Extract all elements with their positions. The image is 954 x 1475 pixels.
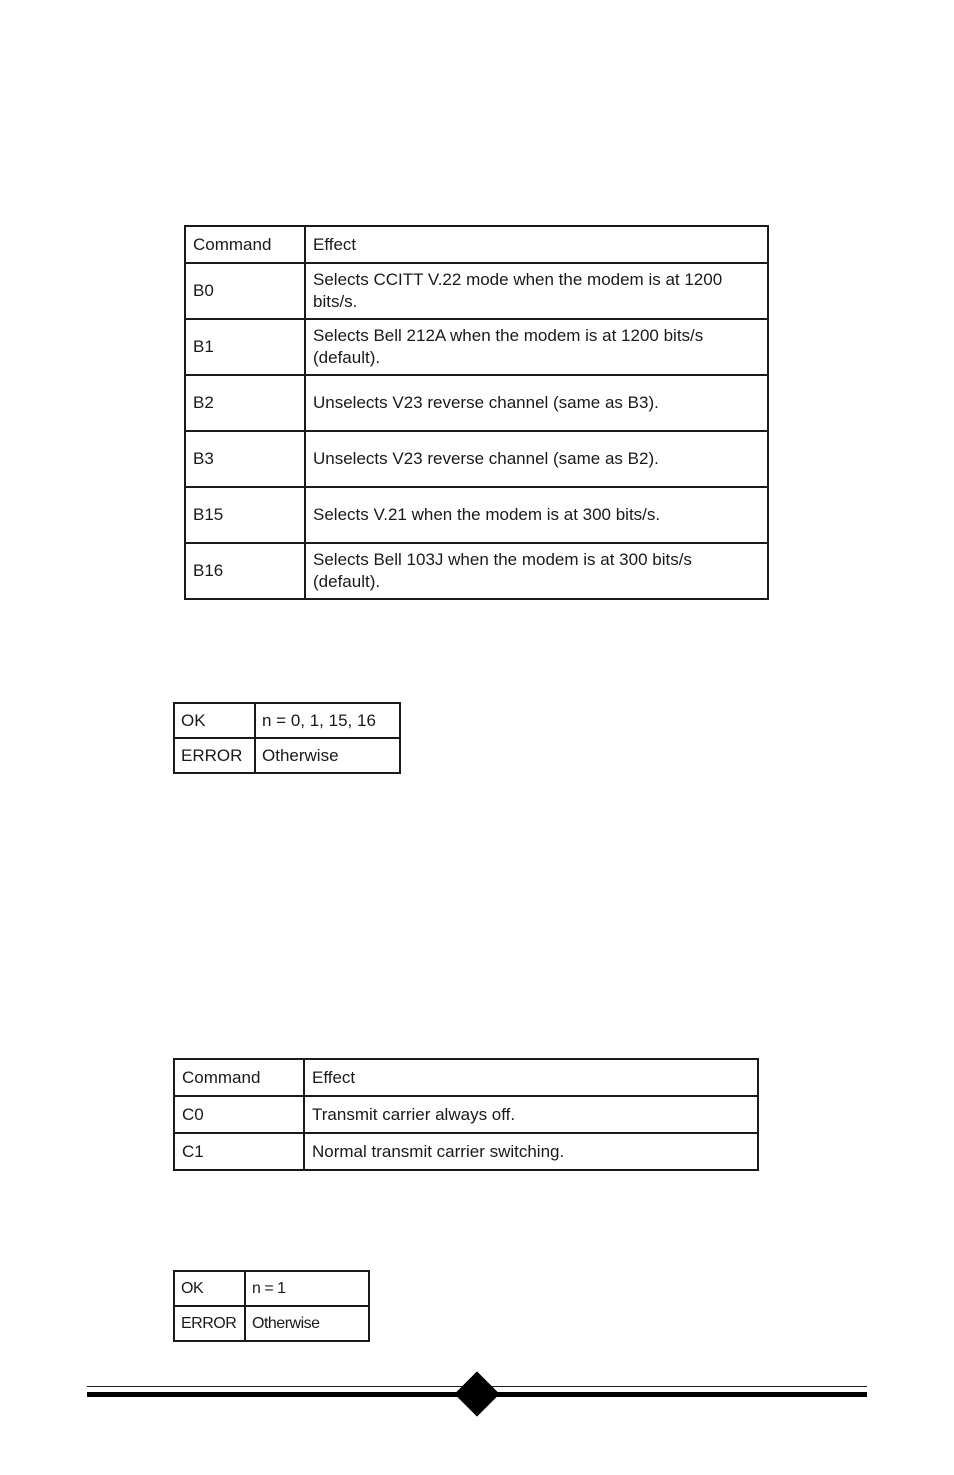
command-cell: B15 [185,487,305,543]
result-condition-cell: Otherwise [255,738,400,773]
effect-cell: Normal transmit carrier switching. [304,1133,758,1170]
effect-cell: Unselects V23 reverse channel (same as B3). [305,375,768,431]
command-cell: C0 [174,1096,304,1133]
table-header-row [174,1059,758,1096]
result-code-cell: ERROR [174,1306,245,1341]
command-cell: C1 [174,1133,304,1170]
table-row [174,1306,369,1341]
command-cell: B1 [185,319,305,375]
header-command: Command [185,226,305,263]
command-cell: B2 [185,375,305,431]
table-row [185,375,768,431]
table-row [174,1271,369,1306]
result-condition-cell: n = 0, 1, 15, 16 [255,703,400,738]
result-code-cell: OK [174,1271,245,1306]
effect-cell: Unselects V23 reverse channel (same as B2). [305,431,768,487]
header-command: Command [174,1059,304,1096]
header-effect: Effect [304,1059,758,1096]
table-row [174,738,400,773]
result-code-cell: ERROR [174,738,255,773]
footer-diamond-icon [454,1371,499,1416]
table-row [185,431,768,487]
table-row [174,1096,758,1133]
effect-cell: Selects CCITT V.22 mode when the modem is at 1200 bits/s. [305,263,768,319]
result-condition-cell: Otherwise [245,1306,369,1341]
result-code-cell: OK [174,703,255,738]
c-result-table [173,1270,370,1342]
table-row [174,703,400,738]
c-command-table [173,1058,759,1171]
table-row [185,543,768,599]
command-cell: B3 [185,431,305,487]
table-row [185,319,768,375]
table-row [185,263,768,319]
table-row [174,1133,758,1170]
effect-cell: Selects Bell 212A when the modem is at 1200 bits/s (default). [305,319,768,375]
table-header-row [185,226,768,263]
effect-cell: Selects V.21 when the modem is at 300 bits/s. [305,487,768,543]
effect-cell: Selects Bell 103J when the modem is at 300 bits/s (default). [305,543,768,599]
command-cell: B0 [185,263,305,319]
b-command-table [184,225,769,600]
b-result-table [173,702,401,774]
command-cell: B16 [185,543,305,599]
result-condition-cell: n = 1 [245,1271,369,1306]
effect-cell: Transmit carrier always off. [304,1096,758,1133]
table-row [185,487,768,543]
header-effect: Effect [305,226,768,263]
